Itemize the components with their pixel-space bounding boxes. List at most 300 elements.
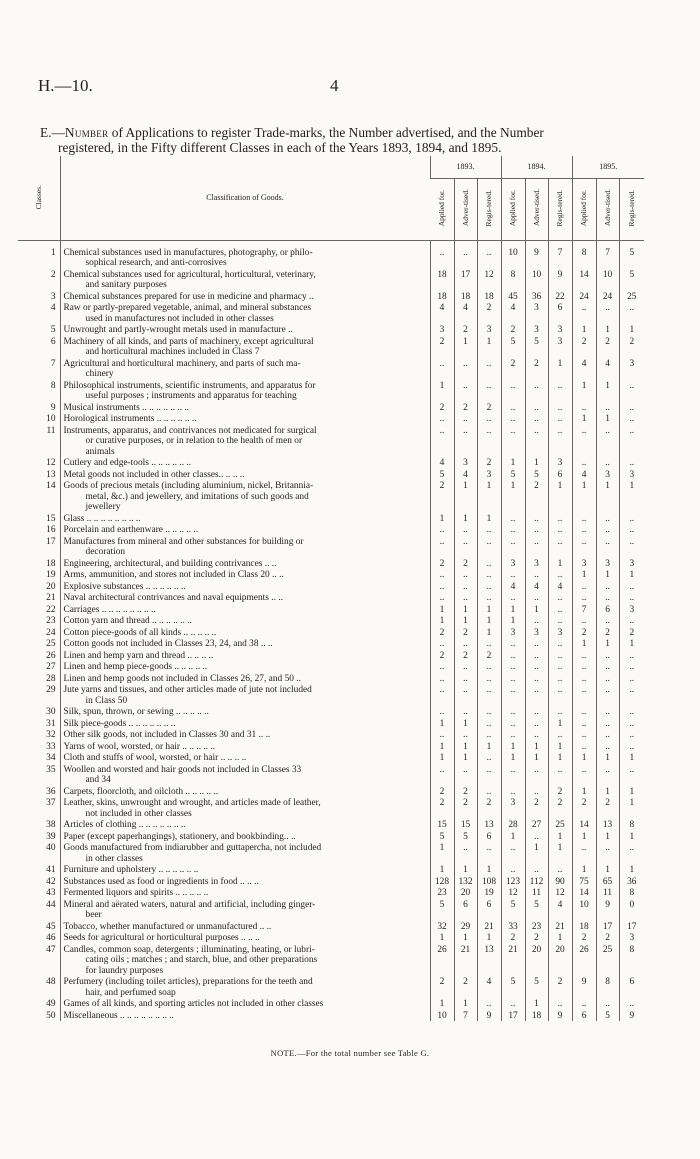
value-cell: 6 <box>548 302 572 324</box>
value-cell: 5 <box>619 240 644 269</box>
value-cell: 5 <box>525 976 548 998</box>
value-cell: 2 <box>548 786 572 798</box>
description-line: not included in other classes <box>85 808 192 819</box>
description-line: Horological instruments .. .. .. .. .. .. <box>63 414 197 424</box>
value-cell: 112 <box>525 876 548 888</box>
value-cell: 3 <box>525 558 548 570</box>
class-number: 15 <box>46 513 56 524</box>
class-number: 31 <box>46 718 56 729</box>
value-cell: .. <box>548 615 572 627</box>
value-cell: .. <box>619 684 644 706</box>
value-cell: 9 <box>525 240 548 269</box>
value-cell: 1 <box>596 831 619 843</box>
value-cell: .. <box>477 536 501 558</box>
value-cell: .. <box>619 998 644 1010</box>
class-description <box>60 831 430 843</box>
class-number: 50 <box>46 1010 56 1021</box>
value-cell: .. <box>596 650 619 662</box>
value-cell: .. <box>454 581 477 593</box>
value-cell: 7 <box>454 1010 477 1022</box>
value-cell: .. <box>501 998 525 1010</box>
class-number: 33 <box>46 741 56 752</box>
value-cell: .. <box>454 569 477 581</box>
value-cell: .. <box>548 536 572 558</box>
value-cell: .. <box>572 998 596 1010</box>
description-line: and sanitary purposes <box>85 280 167 290</box>
value-cell: .. <box>525 569 548 581</box>
value-cell: 10 <box>525 269 548 291</box>
value-cell: 25 <box>548 819 572 831</box>
value-cell: .. <box>619 302 644 324</box>
value-cell: 4 <box>572 469 596 481</box>
value-cell: 2 <box>430 650 454 662</box>
description-line: useful purposes ; instruments and apparatus for teaching <box>85 391 297 401</box>
class-description <box>60 269 430 291</box>
value-cell: .. <box>454 413 477 425</box>
value-cell: .. <box>525 425 548 458</box>
value-cell: 23 <box>430 887 454 899</box>
value-cell: 1 <box>477 627 501 639</box>
value-cell: .. <box>525 513 548 525</box>
value-cell: 11 <box>596 887 619 899</box>
value-cell: .. <box>596 764 619 786</box>
value-cell: .. <box>619 524 644 536</box>
value-cell: .. <box>454 729 477 741</box>
description-line: Articles of clothing .. .. .. .. .. .. .. <box>63 820 186 830</box>
description-line: Cutlery and edge-tools .. .. .. .. .. .. <box>63 458 192 468</box>
page-number: 4 <box>330 76 339 95</box>
value-cell: 24 <box>596 291 619 303</box>
value-cell: .. <box>619 592 644 604</box>
value-cell: 1 <box>430 932 454 944</box>
class-description <box>60 425 430 458</box>
value-cell: .. <box>596 718 619 730</box>
value-cell: 0 <box>619 899 644 921</box>
description-line: Games of all kinds, and sporting articles not included in other classes <box>63 999 324 1009</box>
value-cell: .. <box>501 380 525 402</box>
value-cell: 15 <box>454 819 477 831</box>
value-cell: 3 <box>619 932 644 944</box>
class-description <box>60 615 430 627</box>
description-line: Manufactures from mineral and other substances for building or <box>63 536 304 547</box>
class-description <box>60 536 430 558</box>
description-line: Carriages .. .. .. .. .. .. .. .. <box>63 604 156 615</box>
value-cell: .. <box>501 718 525 730</box>
description-line: Raw or partly-prepared vegetable, animal, and mineral substances <box>63 303 312 313</box>
value-cell: 1 <box>596 864 619 876</box>
class-description <box>60 673 430 685</box>
description-line: Cotton goods not included in Classes 23, 24, and 38 .. .. <box>63 639 273 649</box>
value-cell: 4 <box>430 457 454 469</box>
value-cell: 17 <box>454 269 477 291</box>
value-cell: 1 <box>477 336 501 358</box>
table-row <box>18 752 644 764</box>
class-description <box>60 1010 430 1022</box>
classes-header: Classes. <box>18 156 60 240</box>
class-number: 39 <box>46 831 56 842</box>
value-cell: 6 <box>619 976 644 998</box>
value-cell: .. <box>596 581 619 593</box>
value-cell: 4 <box>454 469 477 481</box>
value-cell: .. <box>596 741 619 753</box>
value-cell: 1 <box>430 513 454 525</box>
value-cell: 1 <box>477 604 501 616</box>
table-row <box>18 729 644 741</box>
value-cell: 1 <box>501 752 525 764</box>
value-cell: .. <box>430 638 454 650</box>
table-row <box>18 425 644 458</box>
description-line: Musical instruments .. .. .. .. .. .. .. <box>63 402 190 413</box>
value-cell: .. <box>477 764 501 786</box>
value-cell: 1 <box>548 558 572 570</box>
value-cell: .. <box>596 842 619 864</box>
table-row <box>18 876 644 888</box>
value-cell: .. <box>477 718 501 730</box>
value-cell: 1 <box>477 513 501 525</box>
value-cell: .. <box>548 650 572 662</box>
value-cell: 10 <box>501 240 525 269</box>
class-number: 22 <box>46 604 56 615</box>
value-cell: 2 <box>454 976 477 998</box>
value-cell: 2 <box>572 797 596 819</box>
value-cell: 3 <box>619 558 644 570</box>
class-number: 28 <box>46 673 56 684</box>
description-line: Chemical substances prepared for use in medicine and pharmacy .. <box>63 291 314 302</box>
class-description <box>60 480 430 513</box>
class-description <box>60 729 430 741</box>
value-cell: .. <box>477 413 501 425</box>
description-line: Unwrought and partly-wrought metals used in manufacture .. <box>63 325 293 335</box>
value-cell: .. <box>525 592 548 604</box>
value-cell: .. <box>477 581 501 593</box>
table-row <box>18 706 644 718</box>
value-cell: 10 <box>572 899 596 921</box>
class-number: 40 <box>46 843 56 853</box>
value-cell: 5 <box>454 831 477 843</box>
value-cell: .. <box>454 536 477 558</box>
value-cell: .. <box>619 581 644 593</box>
value-cell: 5 <box>525 336 548 358</box>
value-cell: 2 <box>525 932 548 944</box>
description-line: Goods manufactured from indiarubber and guttapercha, not included <box>63 843 322 853</box>
value-cell: 1 <box>548 831 572 843</box>
value-cell: .. <box>572 302 596 324</box>
registered-header-2: Regis-tered. <box>548 178 572 240</box>
description-line: and horticultural machines included in Class 7 <box>85 347 260 357</box>
value-cell: 2 <box>454 627 477 639</box>
value-cell: 2 <box>619 627 644 639</box>
value-cell: 2 <box>477 650 501 662</box>
description-line: Cotton yarn and thread .. .. .. .. .. .. <box>63 616 192 626</box>
value-cell: .. <box>430 425 454 458</box>
class-number: 32 <box>46 730 56 740</box>
table-row <box>18 1010 644 1022</box>
value-cell: .. <box>572 706 596 718</box>
value-cell: 9 <box>477 1010 501 1022</box>
table-row <box>18 932 644 944</box>
value-cell: .. <box>596 673 619 685</box>
value-cell: 5 <box>501 976 525 998</box>
description-line: Engineering, architectural, and building contrivances .. .. <box>63 558 277 569</box>
classification-header: Classification of Goods. <box>60 156 430 240</box>
table-row <box>18 302 644 324</box>
class-number: 17 <box>46 536 56 547</box>
value-cell: .. <box>572 764 596 786</box>
value-cell: 1 <box>525 604 548 616</box>
value-cell: 2 <box>477 302 501 324</box>
value-cell: 4 <box>548 899 572 921</box>
value-cell: 1 <box>619 864 644 876</box>
class-description <box>60 380 430 402</box>
class-description <box>60 604 430 616</box>
value-cell: .. <box>572 718 596 730</box>
value-cell: 1 <box>525 842 548 864</box>
value-cell: 128 <box>430 876 454 888</box>
value-cell: .. <box>430 536 454 558</box>
value-cell: .. <box>525 831 548 843</box>
class-description <box>60 661 430 673</box>
value-cell: 4 <box>525 581 548 593</box>
table-row <box>18 402 644 414</box>
value-cell: 3 <box>525 627 548 639</box>
value-cell: 9 <box>548 1010 572 1022</box>
value-cell: .. <box>572 524 596 536</box>
value-cell: .. <box>477 638 501 650</box>
value-cell: 6 <box>548 469 572 481</box>
table-row <box>18 741 644 753</box>
value-cell: .. <box>454 673 477 685</box>
value-cell: 1 <box>619 569 644 581</box>
value-cell: .. <box>572 729 596 741</box>
table-row <box>18 786 644 798</box>
value-cell: .. <box>477 558 501 570</box>
value-cell: 8 <box>619 887 644 899</box>
value-cell: .. <box>572 684 596 706</box>
year-header-1895: 1895. <box>572 156 644 178</box>
description-line: metal, &c.) and jewellery, and imitations of such goods and <box>85 491 309 502</box>
class-number: 23 <box>46 616 56 626</box>
value-cell: .. <box>501 673 525 685</box>
description-line: Glass .. .. .. .. .. .. .. .. <box>63 513 141 524</box>
advertised-header-3: Adver-tised. <box>596 178 619 240</box>
value-cell: .. <box>430 592 454 604</box>
value-cell: 2 <box>430 627 454 639</box>
value-cell: 5 <box>525 899 548 921</box>
value-cell: .. <box>477 684 501 706</box>
value-cell: .. <box>619 650 644 662</box>
value-cell: .. <box>477 998 501 1010</box>
class-number: 21 <box>46 593 56 603</box>
value-cell: .. <box>525 729 548 741</box>
table-row <box>18 581 644 593</box>
value-cell: 3 <box>548 336 572 358</box>
class-description <box>60 718 430 730</box>
value-cell: .. <box>454 380 477 402</box>
value-cell: 8 <box>572 240 596 269</box>
value-cell: 1 <box>454 864 477 876</box>
value-cell: 1 <box>454 752 477 764</box>
class-description <box>60 291 430 303</box>
value-cell: .. <box>501 650 525 662</box>
value-cell: 2 <box>454 797 477 819</box>
value-cell: 1 <box>430 718 454 730</box>
value-cell: 1 <box>454 615 477 627</box>
class-description <box>60 336 430 358</box>
class-number: 19 <box>46 570 56 580</box>
value-cell: .. <box>430 729 454 741</box>
value-cell: 3 <box>572 558 596 570</box>
value-cell: 3 <box>619 469 644 481</box>
value-cell: 17 <box>501 1010 525 1022</box>
value-cell: .. <box>548 706 572 718</box>
value-cell: .. <box>477 706 501 718</box>
class-description <box>60 592 430 604</box>
description-line: Silk piece-goods .. .. .. .. .. .. .. <box>63 718 176 729</box>
value-cell: 1 <box>572 752 596 764</box>
value-cell: 2 <box>430 480 454 513</box>
value-cell: 90 <box>548 876 572 888</box>
value-cell: 2 <box>454 558 477 570</box>
class-number: 20 <box>46 581 56 592</box>
class-description <box>60 932 430 944</box>
value-cell: .. <box>525 706 548 718</box>
value-cell: .. <box>525 402 548 414</box>
value-cell: 25 <box>619 291 644 303</box>
value-cell: .. <box>596 513 619 525</box>
class-description <box>60 786 430 798</box>
class-description <box>60 752 430 764</box>
value-cell: 1 <box>525 457 548 469</box>
value-cell: .. <box>619 706 644 718</box>
value-cell: .. <box>619 764 644 786</box>
value-cell: 3 <box>619 358 644 380</box>
table-row <box>18 336 644 358</box>
class-number: 5 <box>50 325 56 335</box>
class-number: 41 <box>46 865 56 875</box>
table-row <box>18 998 644 1010</box>
value-cell: .. <box>525 413 548 425</box>
advertised-header-2: Adver-tised. <box>525 178 548 240</box>
value-cell: 1 <box>477 741 501 753</box>
value-cell: .. <box>572 513 596 525</box>
value-cell: 6 <box>596 604 619 616</box>
value-cell: .. <box>548 604 572 616</box>
value-cell: .. <box>572 592 596 604</box>
value-cell: 1 <box>596 413 619 425</box>
class-number: 13 <box>46 469 56 480</box>
value-cell: 1 <box>477 615 501 627</box>
value-cell: 10 <box>596 269 619 291</box>
table-row <box>18 661 644 673</box>
class-description <box>60 513 430 525</box>
year-header-1893: 1893. <box>430 156 501 178</box>
table-row <box>18 524 644 536</box>
class-number: 24 <box>46 627 56 638</box>
value-cell: 1 <box>572 324 596 336</box>
table-row <box>18 797 644 819</box>
value-cell: .. <box>477 842 501 864</box>
value-cell: 13 <box>477 819 501 831</box>
description-line: in Class 50 <box>85 695 128 706</box>
value-cell: 1 <box>454 932 477 944</box>
table-row <box>18 513 644 525</box>
class-description <box>60 524 430 536</box>
value-cell: 1 <box>596 480 619 513</box>
table-row <box>18 324 644 336</box>
value-cell: .. <box>619 380 644 402</box>
value-cell: 26 <box>430 944 454 977</box>
value-cell: 4 <box>572 358 596 380</box>
value-cell: .. <box>548 380 572 402</box>
value-cell: 3 <box>548 324 572 336</box>
value-cell: 1 <box>548 358 572 380</box>
value-cell: .. <box>572 661 596 673</box>
class-number: 49 <box>46 999 56 1009</box>
description-line: Furniture and upholstery .. .. .. .. .. .. <box>63 865 199 875</box>
value-cell: 5 <box>430 831 454 843</box>
value-cell: .. <box>477 569 501 581</box>
value-cell: 19 <box>477 887 501 899</box>
value-cell: 26 <box>572 944 596 977</box>
value-cell: .. <box>430 413 454 425</box>
value-cell: 45 <box>501 291 525 303</box>
value-cell: 6 <box>454 899 477 921</box>
value-cell: .. <box>596 998 619 1010</box>
value-cell: .. <box>430 358 454 380</box>
value-cell: .. <box>548 684 572 706</box>
value-cell: .. <box>596 729 619 741</box>
value-cell: 24 <box>572 291 596 303</box>
value-cell: .. <box>525 661 548 673</box>
description-line: Linen and hemp goods not included in Classes 26, 27, and 50 .. <box>63 673 301 684</box>
value-cell: .. <box>430 684 454 706</box>
value-cell: .. <box>619 457 644 469</box>
description-line: Cloth and stuffs of wool, worsted, or hair .. .. .. .. <box>63 753 247 763</box>
value-cell: 2 <box>596 627 619 639</box>
value-cell: .. <box>501 402 525 414</box>
value-cell: 1 <box>619 831 644 843</box>
class-description <box>60 638 430 650</box>
value-cell: 10 <box>430 1010 454 1022</box>
value-cell: .. <box>596 524 619 536</box>
value-cell: .. <box>548 998 572 1010</box>
value-cell: 4 <box>501 581 525 593</box>
value-cell: .. <box>454 706 477 718</box>
value-cell: 2 <box>454 324 477 336</box>
value-cell: .. <box>501 524 525 536</box>
value-cell: 1 <box>572 413 596 425</box>
value-cell: 4 <box>596 358 619 380</box>
value-cell: 1 <box>430 741 454 753</box>
description-line: Tobacco, whether manufactured or unmanufactured .. .. <box>63 921 272 932</box>
class-description <box>60 358 430 380</box>
table-row <box>18 673 644 685</box>
description-line: Instruments, apparatus, and contrivances not medicated for surgical <box>63 425 317 436</box>
class-number: 14 <box>46 481 56 491</box>
value-cell: .. <box>548 513 572 525</box>
year-header-1894: 1894. <box>501 156 572 178</box>
value-cell: 2 <box>501 324 525 336</box>
value-cell: 1 <box>596 638 619 650</box>
value-cell: 1 <box>430 615 454 627</box>
class-number: 37 <box>46 798 56 808</box>
description-line: Perfumery (including toilet articles), preparations for the teeth and <box>63 977 313 987</box>
value-cell: 1 <box>454 741 477 753</box>
class-description <box>60 324 430 336</box>
value-cell: 4 <box>454 302 477 324</box>
trade-marks-table <box>18 156 644 1021</box>
value-cell: 108 <box>477 876 501 888</box>
